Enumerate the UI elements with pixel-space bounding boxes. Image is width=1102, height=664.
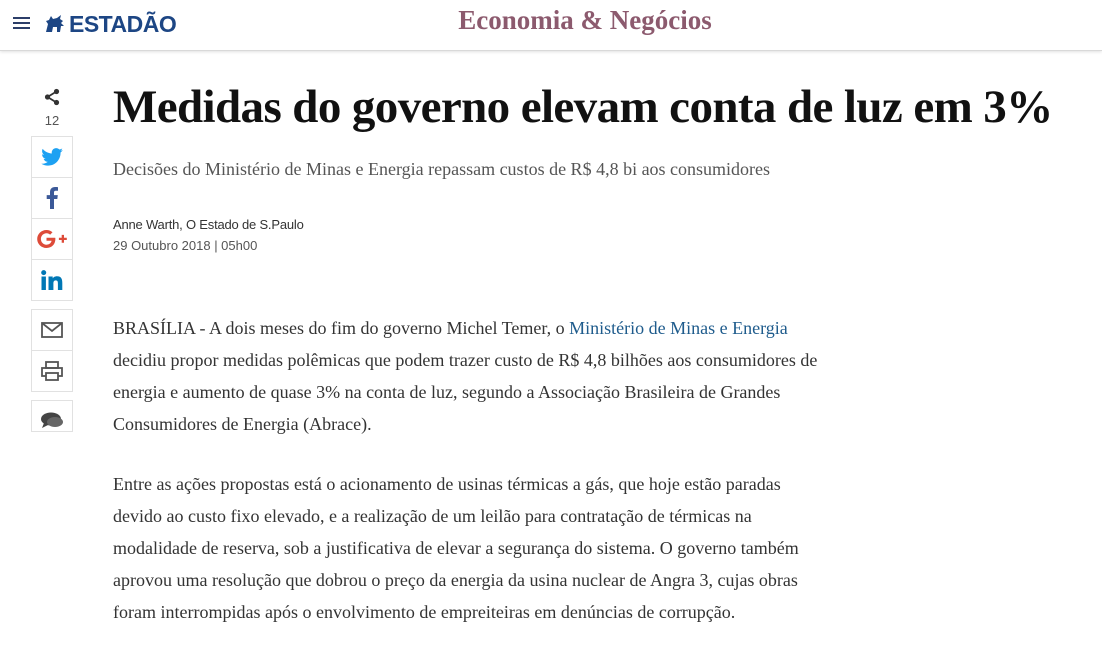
- share-twitter-button[interactable]: [31, 136, 73, 178]
- share-icon: [43, 88, 61, 106]
- article-author: Anne Warth, O Estado de S.Paulo: [113, 217, 304, 232]
- google-plus-icon: [37, 230, 67, 248]
- twitter-icon: [41, 148, 63, 166]
- logo-text: ESTADÃO: [69, 10, 177, 37]
- article-subtitle: Decisões do Ministério de Minas e Energia repassam custos de R$ 4,8 bi aos consumidores: [113, 159, 771, 179]
- share-count: 12: [44, 113, 60, 128]
- print-button[interactable]: [31, 351, 73, 392]
- share-sidebar: [31, 78, 73, 432]
- paragraph-text: BRASÍLIA - A dois meses do fim do governo Michel Temer, o: [113, 318, 570, 338]
- comments-button[interactable]: [31, 400, 73, 432]
- share-google-plus-button[interactable]: [31, 219, 73, 260]
- section-title[interactable]: Economia & Negócios: [458, 5, 712, 35]
- linkedin-icon: [41, 270, 63, 290]
- article-headline: Medidas do governo elevam conta de luz em 3%: [113, 81, 1053, 133]
- article-paragraph-1: [113, 312, 833, 440]
- print-icon: [41, 361, 63, 381]
- share-facebook-button[interactable]: [31, 178, 73, 219]
- comments-icon: [40, 411, 64, 429]
- article-date: 29 Outubro 2018 | 05h00: [113, 238, 258, 253]
- facebook-icon: [46, 187, 58, 209]
- paragraph-text: decidiu propor medidas polêmicas que podem trazer custo de R$ 4,8 bilhões aos consumidores de energia e aumento de quase 3% na conta de luz, segundo a Associação Brasileira de Grandes Consumidores de Energia (Abrace).: [113, 350, 818, 434]
- article-paragraph-2: Entre as ações propostas está o acionamento de usinas térmicas a gás, que hoje estão paradas devido ao custo fixo elevado, e a realização de um leilão para contratação de térmicas na modalidade de reserva, sob a justificativa de elevar a segurança do sistema. O governo também aprovou uma resolução que dobrou o preço da energia da usina nuclear de Angra 3, cujas obras foram interrompidas após o envolvimento de empreiteiras em denúncias de corrupção.: [113, 474, 799, 622]
- share-counter[interactable]: [31, 78, 73, 136]
- share-linkedin-button[interactable]: [31, 260, 73, 301]
- share-email-button[interactable]: [31, 309, 73, 351]
- top-header: [0, 0, 1102, 51]
- email-icon: [41, 322, 63, 338]
- ministry-link[interactable]: Ministério de Minas e Energia: [569, 318, 788, 338]
